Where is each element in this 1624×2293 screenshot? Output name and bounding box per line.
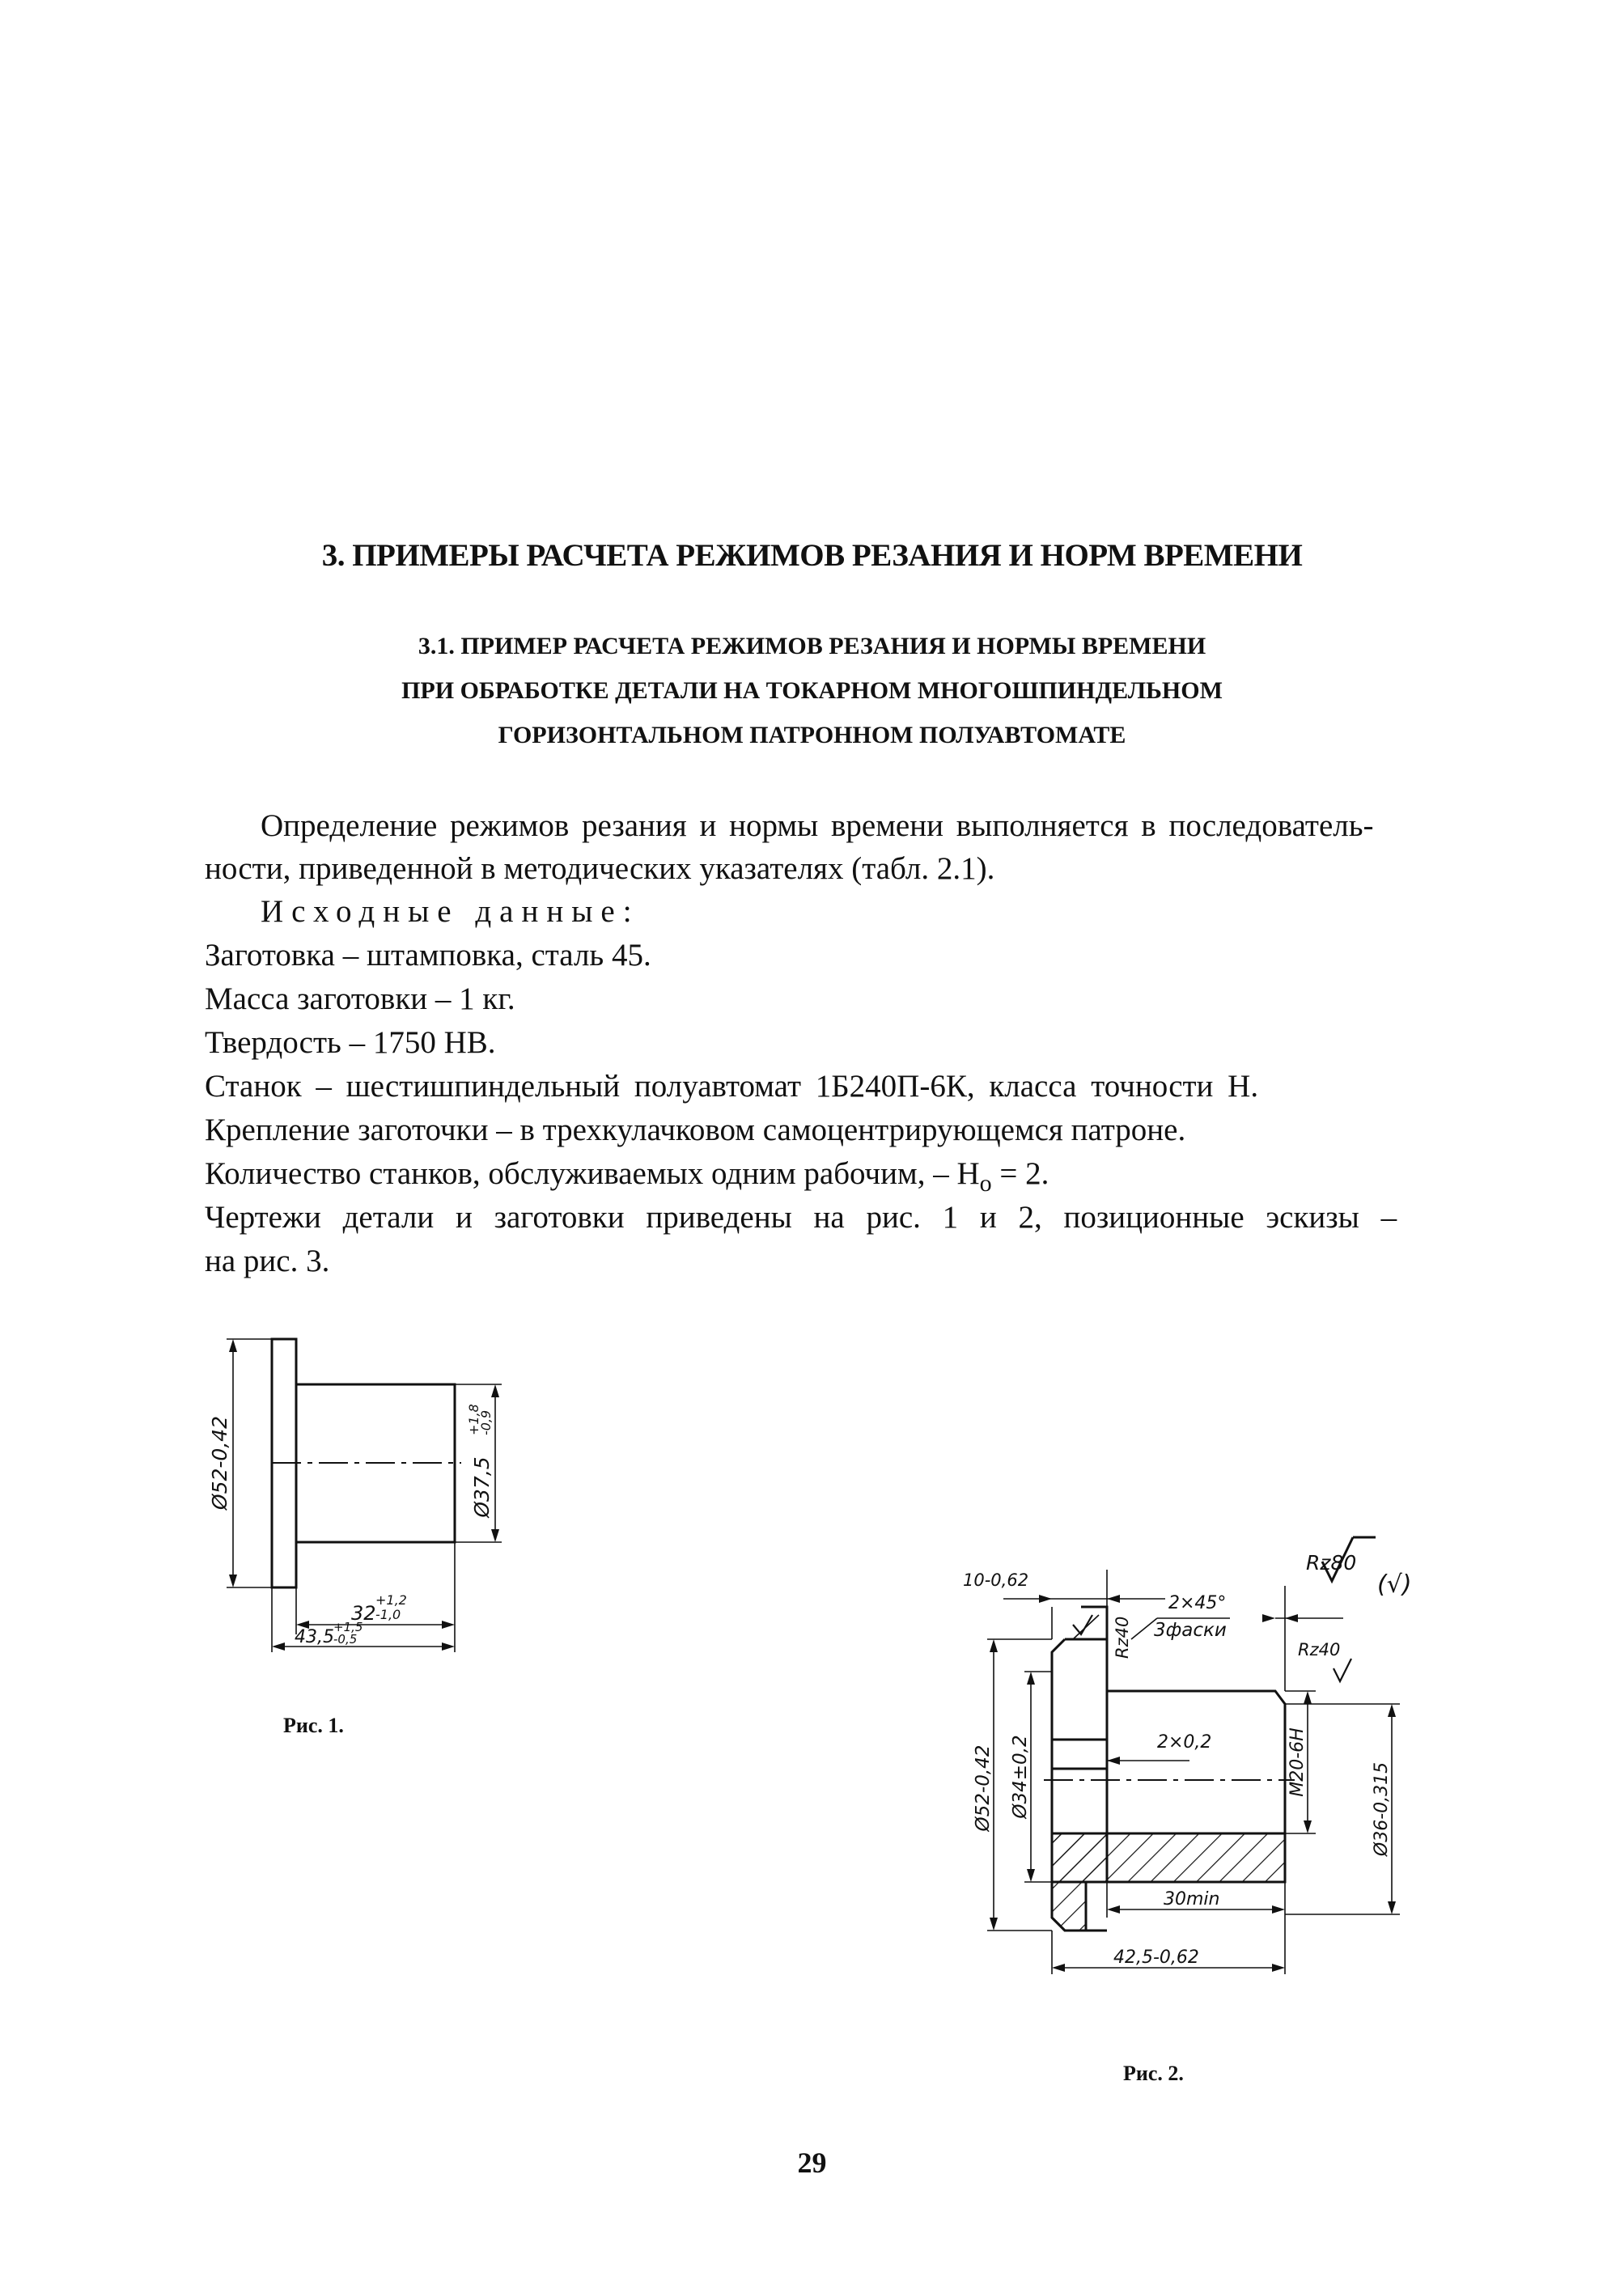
fig2-roughness-bracket: (√) [1377, 1570, 1412, 1599]
fig2-dim-outer-diameter: Ø52-0,42 [973, 1744, 994, 1832]
subsection-heading-line-1: 3.1. ПРИМЕР РАСЧЕТА РЕЖИМОВ РЕЗАНИЯ И НОРМЫ ВРЕМЕНИ [418, 633, 1206, 659]
source-data-label: Исходные данные: [261, 894, 640, 929]
blank-material: Заготовка – штамповка, сталь 45. [205, 938, 651, 973]
fig1-dim-bore-tol-upper: +1,2 [375, 1592, 407, 1608]
subsection-heading-line-2: ПРИ ОБРАБОТКЕ ДЕТАЛИ НА ТОКАРНОМ МНОГОШПИНДЕЛЬНОМ [401, 677, 1223, 704]
fig1-dim-inner-tol-lower: -0,9 [478, 1409, 494, 1435]
fig1-dim-outer-diameter: Ø52-0,42 [208, 1415, 231, 1511]
fig2-dim-thread: М20-6Н [1287, 1727, 1308, 1797]
intro-line-1: Определение режимов резания и нормы времени выполняется в последователь- [261, 808, 1374, 843]
fig1-dim-bore-tol-lower: -1,0 [375, 1607, 401, 1622]
machines-per-worker-prefix: Количество станков, обслуживаемых одним рабочим, – Н [205, 1156, 980, 1191]
fig1-dim-inner-diameter: Ø37,5 [470, 1456, 494, 1518]
page-number: 29 [797, 2147, 827, 2179]
fig2-dim-recess-diameter: Ø34±0,2 [1010, 1735, 1031, 1819]
figure-1-drawing [194, 1327, 550, 1675]
fig2-roughness-bore: Rz40 [1298, 1640, 1341, 1659]
fig1-dim-total-length: 43,5 [295, 1627, 334, 1647]
fig2-dim-flange: 10-0,62 [963, 1570, 1029, 1590]
figure-2-section-hatching [1052, 1833, 1285, 1931]
fig2-roughness-general: Rz80 [1306, 1551, 1357, 1575]
fig2-note-chamfers: 3фаски [1154, 1620, 1227, 1641]
subsection-heading-line-3: ГОРИЗОНТАЛЬНОМ ПАТРОННОМ ПОЛУАВТОМАТЕ [498, 722, 1126, 748]
blank-hardness: Твердость – 1750 НВ. [205, 1025, 496, 1060]
fig1-dim-inner-tol-upper: +1,8 [466, 1404, 481, 1435]
roughness-symbol-bore [1334, 1659, 1351, 1681]
fig2-dim-hub-diameter: Ø36-0,315 [1372, 1761, 1392, 1857]
roughness-symbol-face [1073, 1615, 1092, 1634]
fig2-dim-thread-length: 30min [1164, 1889, 1220, 1909]
fig2-dim-chamfer: 2×45° [1168, 1593, 1227, 1613]
fig2-dim-groove: 2×0,2 [1157, 1732, 1212, 1753]
figure-2-caption: Рис. 2. [1123, 2062, 1184, 2085]
intro-line-2: ности, приведенной в методических указателях (табл. 2.1). [205, 851, 995, 886]
figure-1-caption: Рис. 1. [283, 1714, 344, 1737]
drawings-reference-line-1: Чертежи детали и заготовки приведены на рис. 1 и 2, позиционные эскизы – [205, 1200, 1397, 1235]
section-heading: 3. ПРИМЕРЫ РАСЧЕТА РЕЖИМОВ РЕЗАНИЯ И НОРМ ВРЕМЕНИ [321, 538, 1303, 573]
drawings-reference-line-2: на рис. 3. [205, 1244, 330, 1278]
blank-fixture: Крепление заготочки – в трехкулачковом самоцентрирующемся патроне. [205, 1113, 1186, 1147]
fig2-dim-total-length: 42,5-0,62 [1113, 1948, 1199, 1968]
figure-2-drawing [922, 1537, 1457, 1990]
fig1-dim-total-tol-lower: -0,5 [333, 1632, 358, 1647]
fig1-dim-total-tol-upper: +1,5 [333, 1620, 363, 1634]
fig2-roughness-face: Rz40 [1113, 1616, 1132, 1659]
fig1-dim-bore-length: 32 [351, 1602, 376, 1625]
blank-mass: Масса заготовки – 1 кг. [205, 981, 515, 1016]
machines-per-worker-suffix: = 2. [991, 1156, 1049, 1191]
machine-tool: Станок – шестишпиндельный полуавтомат 1Б240П-6К, класса точности Н. [205, 1069, 1259, 1104]
machines-per-worker-subscript: о [979, 1169, 992, 1197]
